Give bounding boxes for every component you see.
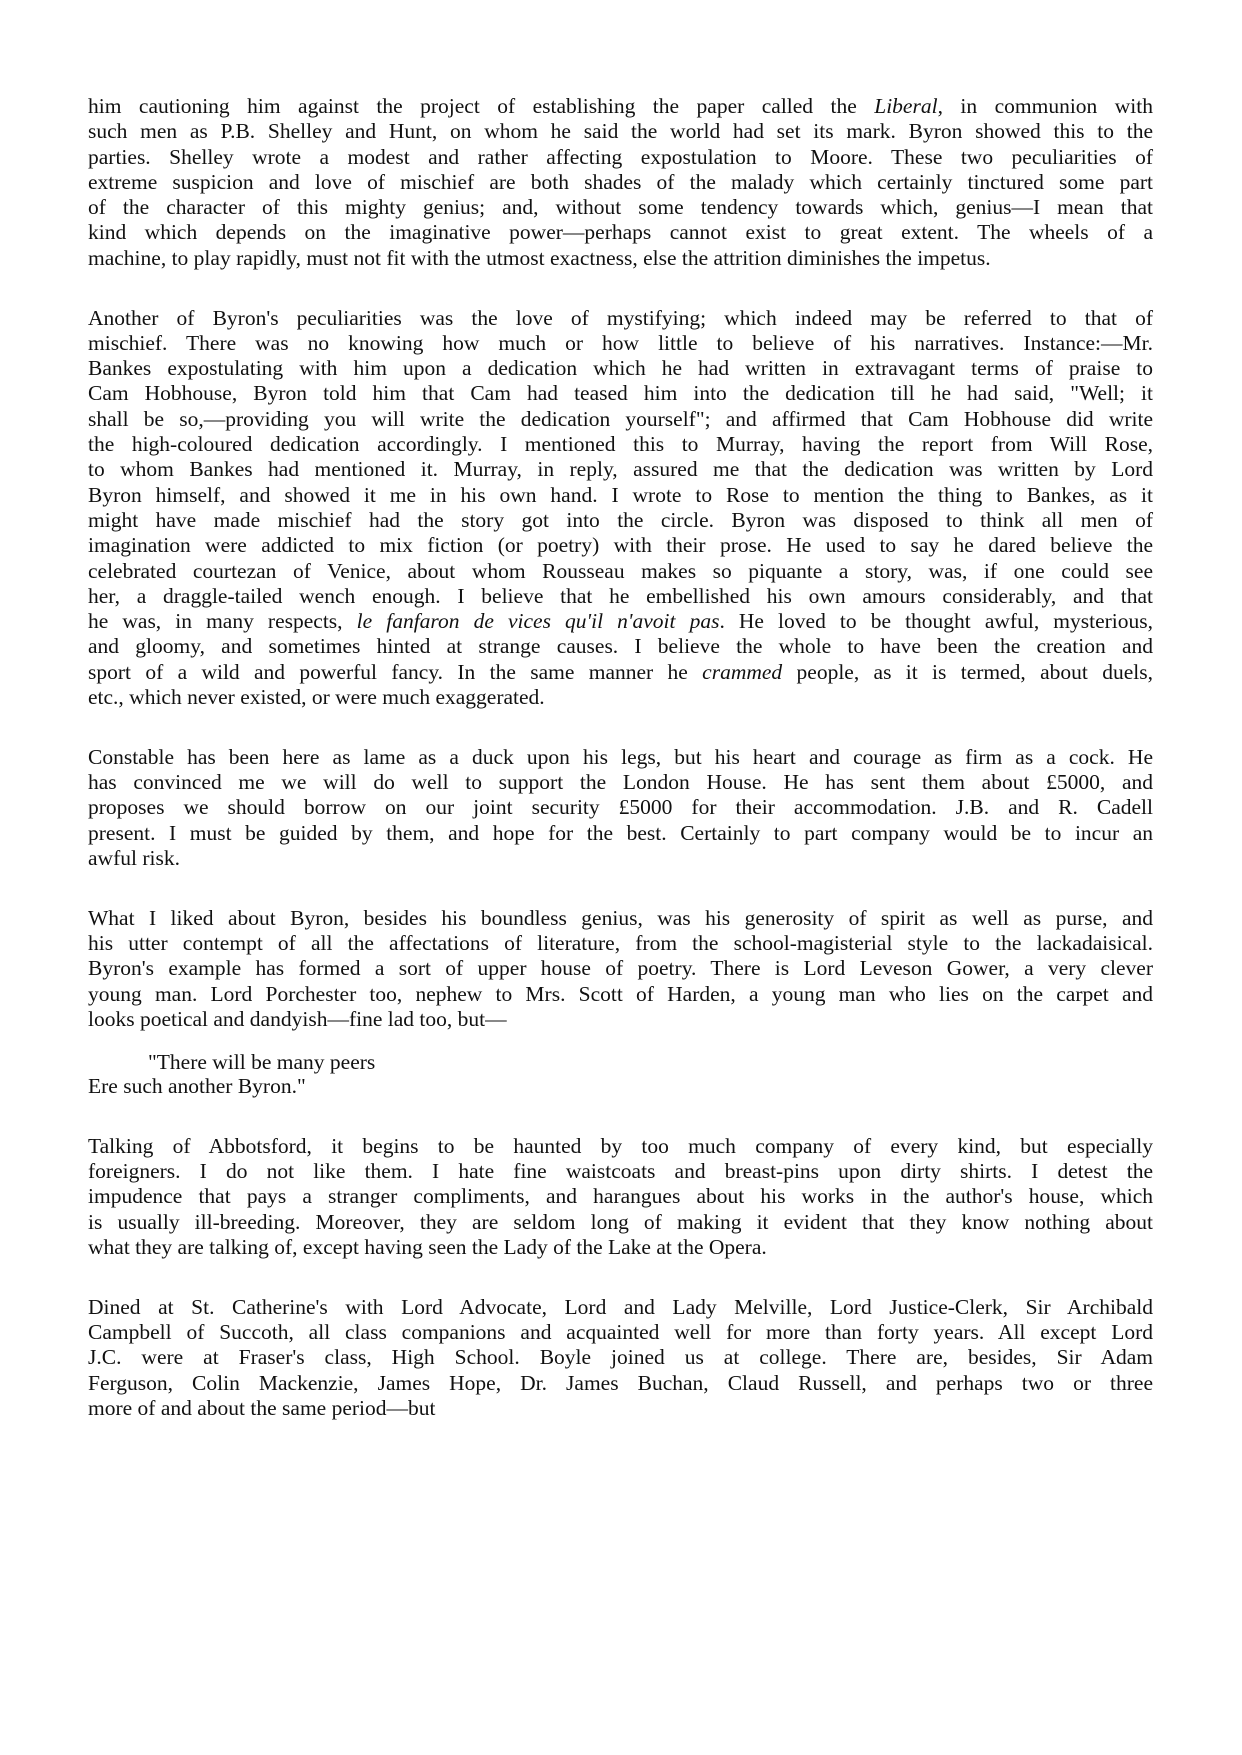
text-line [88,609,1153,634]
text-line: awful risk. [88,846,180,871]
text-line: Campbell of Succoth, all class companions and acquainted well for more than forty years. All except Lord [88,1320,1153,1345]
text-line [88,94,1153,119]
text-line: proposes we should borrow on our joint security £5000 for their accommodation. J.B. and R. Cadell [88,795,1153,820]
paragraph [88,1134,1153,1260]
paragraph [88,745,1153,871]
text-line: parties. Shelley wrote a modest and rather affecting expostulation to Moore. These two peculiarities of [88,144,1153,169]
text-line: and gloomy, and sometimes hinted at strange causes. I believe the whole to have been the creation and [88,634,1153,659]
text-line: extreme suspicion and love of mischief are both shades of the malady which certainly tinctured some part [88,169,1153,194]
italic-text: crammed [702,659,783,684]
text-line: machine, to play rapidly, must not fit with the utmost exactness, else the attrition diminishes the impetus. [88,245,991,270]
text-line: such men as P.B. Shelley and Hunt, on whom he said the world had set its mark. Byron showed this to the [88,119,1153,144]
italic-text: Liberal [874,94,938,118]
text-line: What I liked about Byron, besides his boundless genius, was his generosity of spirit as well as purse, and [88,905,1153,930]
text-line: Byron's example has formed a sort of upper house of poetry. There is Lord Leveson Gower, a very clever [88,956,1153,981]
text-line: kind which depends on the imaginative power—perhaps cannot exist to great extent. The wheels of a [88,220,1153,245]
text-line: imagination were addicted to mix fiction (or poetry) with their prose. He used to say he dared believe the [88,533,1153,558]
text-line: young man. Lord Porchester too, nephew to Mrs. Scott of Harden, a young man who lies on the carpet and [88,981,1153,1006]
text-segment: him cautioning him against the project of establishing the paper called the [88,94,875,118]
text-line: Constable has been here as lame as a duck upon his legs, but his heart and courage as firm as a cock. He [88,744,1153,769]
text-line: the high-coloured dedication accordingly. I mentioned this to Murray, having the report from Will Rose, [88,432,1153,457]
text-line [88,660,1153,685]
text-line: celebrated courtezan of Venice, about whom Rousseau makes so piquante a story, was, if one could see [88,558,1153,583]
verse-line: "There will be many peers [148,1049,376,1074]
text-line: Dined at St. Catherine's with Lord Advocate, Lord and Lady Melville, Lord Justice-Clerk, Sir Archibald [88,1294,1153,1319]
text-line: her, a draggle-tailed wench enough. I believe that he embellished his own amours considerably, and that [88,583,1153,608]
text-line: Ferguson, Colin Mackenzie, James Hope, Dr. James Buchan, Claud Russell, and perhaps two or three [88,1370,1153,1395]
text-line: looks poetical and dandyish—fine lad too, but— [88,1007,507,1031]
text-segment: sport of a wild and powerful fancy. In the same manner he [88,659,703,684]
text-line: to whom Bankes had mentioned it. Murray, in reply, assured me that the dedication was written by Lord [88,457,1153,482]
text-line: mischief. There was no knowing how much or how little to believe of his narratives. Instance:—Mr. [88,330,1153,355]
paragraph [88,94,1153,271]
paragraph [88,906,1153,1032]
text-line: J.C. were at Fraser's class, High School. Boyle joined us at college. There are, besides, Sir Adam [88,1345,1153,1370]
verse-line: Ere such another Byron." [88,1073,306,1098]
text-line: Cam Hobhouse, Byron told him that Cam had teased him into the dedication till he had said, "Well; it [88,381,1153,406]
text-segment: people, as it is termed, about duels, [782,659,1153,684]
paragraph [88,306,1153,711]
text-line: more of and about the same period—but [88,1395,436,1420]
text-line: present. I must be guided by them, and hope for the best. Certainly to part company would be to incur an [88,820,1153,845]
text-segment: . He loved to be thought awful, mysterious, [719,609,1154,634]
text-line: what they are talking of, except having seen the Lady of the Lake at the Opera. [88,1234,767,1259]
text-line: Bankes expostulating with him upon a dedication which he had written in extravagant terms of praise to [88,356,1153,381]
italic-text: le fanfaron de vices qu'il n'avoit pas [356,609,720,634]
body-text-before-verse [88,94,1153,1032]
text-line: of the character of this mighty genius; and, without some tendency towards which, genius—I mean that [88,195,1153,220]
body-text-after-verse [88,1134,1153,1421]
document-page [88,94,1153,1456]
text-line: etc., which never existed, or were much exaggerated. [88,685,545,710]
text-line: might have made mischief had the story got into the circle. Byron was disposed to think all men of [88,507,1153,532]
text-line: has convinced me we will do well to support the London House. He has sent them about £5000, and [88,770,1153,795]
text-line: Talking of Abbotsford, it begins to be haunted by too much company of every kind, but especially [88,1133,1153,1158]
paragraph [88,1295,1153,1421]
text-line: Byron himself, and showed it me in his own hand. I wrote to Rose to mention the thing to Bankes, as it [88,482,1153,507]
text-segment: , in communion with [937,94,1153,118]
text-line: shall be so,—providing you will write the dedication yourself"; and affirmed that Cam Hobhouse did write [88,406,1153,431]
text-line: foreigners. I do not like them. I hate fine waistcoats and breast-pins upon dirty shirts. I detest the [88,1159,1153,1184]
text-line: Another of Byron's peculiarities was the love of mystifying; which indeed may be referred to that of [88,305,1153,330]
text-segment: he was, in many respects, [88,609,357,634]
text-line: is usually ill-breeding. Moreover, they are seldom long of making it evident that they know nothing about [88,1209,1153,1234]
text-line: his utter contempt of all the affectations of literature, from the school-magisterial style to the lackadaisical. [88,931,1153,956]
verse-quotation [88,1050,1153,1098]
text-line: impudence that pays a stranger compliments, and harangues about his works in the author's house, which [88,1184,1153,1209]
